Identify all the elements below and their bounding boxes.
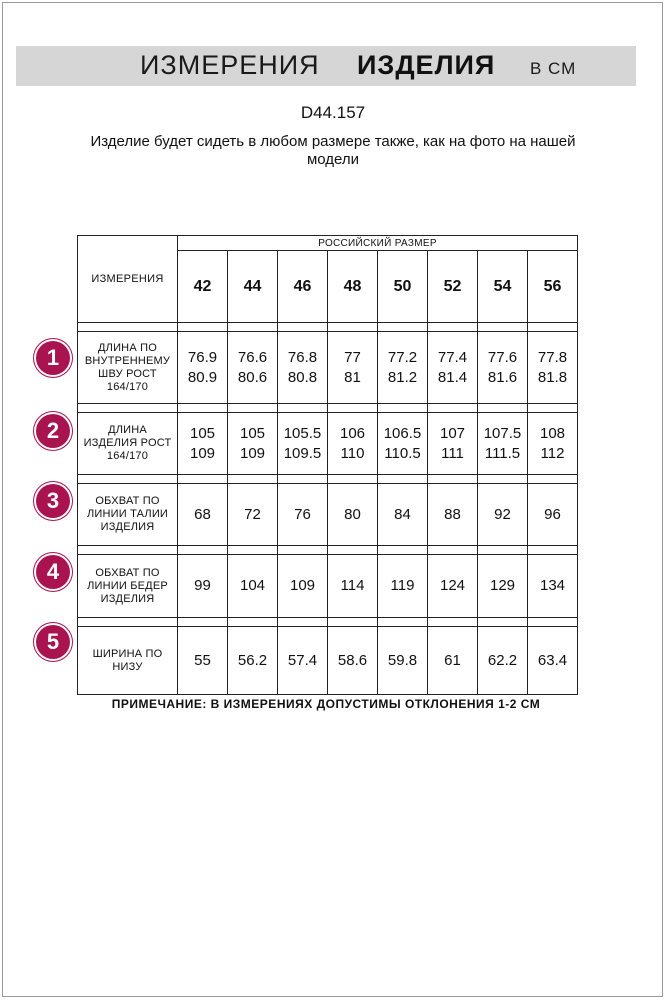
- row-number-badge: 2: [36, 414, 70, 448]
- table-cell: 84: [378, 484, 428, 546]
- table-cell: 76.8 80.8: [278, 332, 328, 404]
- table-cell: 106 110: [328, 413, 378, 475]
- table-cell: 61: [428, 627, 478, 695]
- table-cell: 96: [528, 484, 578, 546]
- table-cell: 114: [328, 555, 378, 618]
- table-cell: 58.6: [328, 627, 378, 695]
- table-cell: 80: [328, 484, 378, 546]
- title-product: ИЗДЕЛИЯ: [357, 50, 496, 80]
- row-number-badge: 4: [36, 555, 70, 589]
- row-label: ШИРИНА ПО НИЗУ: [78, 627, 178, 695]
- table-cell: 107.5 111.5: [478, 413, 528, 475]
- fit-note: Изделие будет сидеть в любом размере также, как на фото на нашей модели: [90, 133, 576, 168]
- table-row: [78, 484, 578, 546]
- table-cell: 62.2: [478, 627, 528, 695]
- row-label: ДЛИНА ПО ВНУТРЕННЕМУ ШВУ РОСТ 164/170: [78, 332, 178, 404]
- table-row: [78, 627, 578, 695]
- size-header: 44: [228, 251, 278, 323]
- row-label: ОБХВАТ ПО ЛИНИИ БЕДЕР ИЗДЕЛИЯ: [78, 555, 178, 618]
- row-number-badge: 3: [36, 484, 70, 518]
- table-cell: 129: [478, 555, 528, 618]
- size-header: 46: [278, 251, 328, 323]
- table-cell: 77.2 81.2: [378, 332, 428, 404]
- table-cell: 107 111: [428, 413, 478, 475]
- size-header: 42: [178, 251, 228, 323]
- tolerance-note: ПРИМЕЧАНИЕ: В ИЗМЕРЕНИЯХ ДОПУСТИМЫ ОТКЛОНЕНИЯ 1-2 СМ: [111, 697, 541, 711]
- table-cell: 77.8 81.8: [528, 332, 578, 404]
- table-cell: 105.5 109.5: [278, 413, 328, 475]
- size-header: 56: [528, 251, 578, 323]
- size-group-header: РОССИЙСКИЙ РАЗМЕР: [178, 236, 578, 251]
- row-label: ОБХВАТ ПО ЛИНИИ ТАЛИИ ИЗДЕЛИЯ: [78, 484, 178, 546]
- table-cell: 109: [278, 555, 328, 618]
- table-cell: 76.9 80.9: [178, 332, 228, 404]
- table-cell: 108 112: [528, 413, 578, 475]
- row-label: ДЛИНА ИЗДЕЛИЯ РОСТ 164/170: [78, 413, 178, 475]
- table-row: [78, 555, 578, 618]
- table-cell: 72: [228, 484, 278, 546]
- table-cell: 76.6 80.6: [228, 332, 278, 404]
- size-header: 52: [428, 251, 478, 323]
- title-unit: В СМ: [530, 59, 577, 78]
- table-cell: 124: [428, 555, 478, 618]
- table-cell: 68: [178, 484, 228, 546]
- table-cell: 119: [378, 555, 428, 618]
- table-cell: 77 81: [328, 332, 378, 404]
- row-number-badge: 1: [36, 341, 70, 375]
- table-cell: 105 109: [178, 413, 228, 475]
- size-header: 50: [378, 251, 428, 323]
- table-cell: 106.5 110.5: [378, 413, 428, 475]
- table-cell: 76: [278, 484, 328, 546]
- table-cell: 77.6 81.6: [478, 332, 528, 404]
- table-cell: 59.8: [378, 627, 428, 695]
- table-cell: 63.4: [528, 627, 578, 695]
- table-cell: 105 109: [228, 413, 278, 475]
- table-cell: 134: [528, 555, 578, 618]
- table-cell: 77.4 81.4: [428, 332, 478, 404]
- row-number-badge: 5: [36, 625, 70, 659]
- size-header: 54: [478, 251, 528, 323]
- table-cell: 99: [178, 555, 228, 618]
- size-header: 48: [328, 251, 378, 323]
- table-row: [78, 332, 578, 404]
- size-table: [77, 235, 578, 695]
- table-cell: 88: [428, 484, 478, 546]
- measure-header: ИЗМЕРЕНИЯ: [78, 236, 178, 323]
- table-row: [78, 413, 578, 475]
- table-cell: 55: [178, 627, 228, 695]
- table-cell: 104: [228, 555, 278, 618]
- table-cell: 57.4: [278, 627, 328, 695]
- table-cell: 56.2: [228, 627, 278, 695]
- article-number: D44.157: [300, 103, 366, 122]
- table-cell: 92: [478, 484, 528, 546]
- title-measurements: ИЗМЕРЕНИЯ: [140, 50, 320, 80]
